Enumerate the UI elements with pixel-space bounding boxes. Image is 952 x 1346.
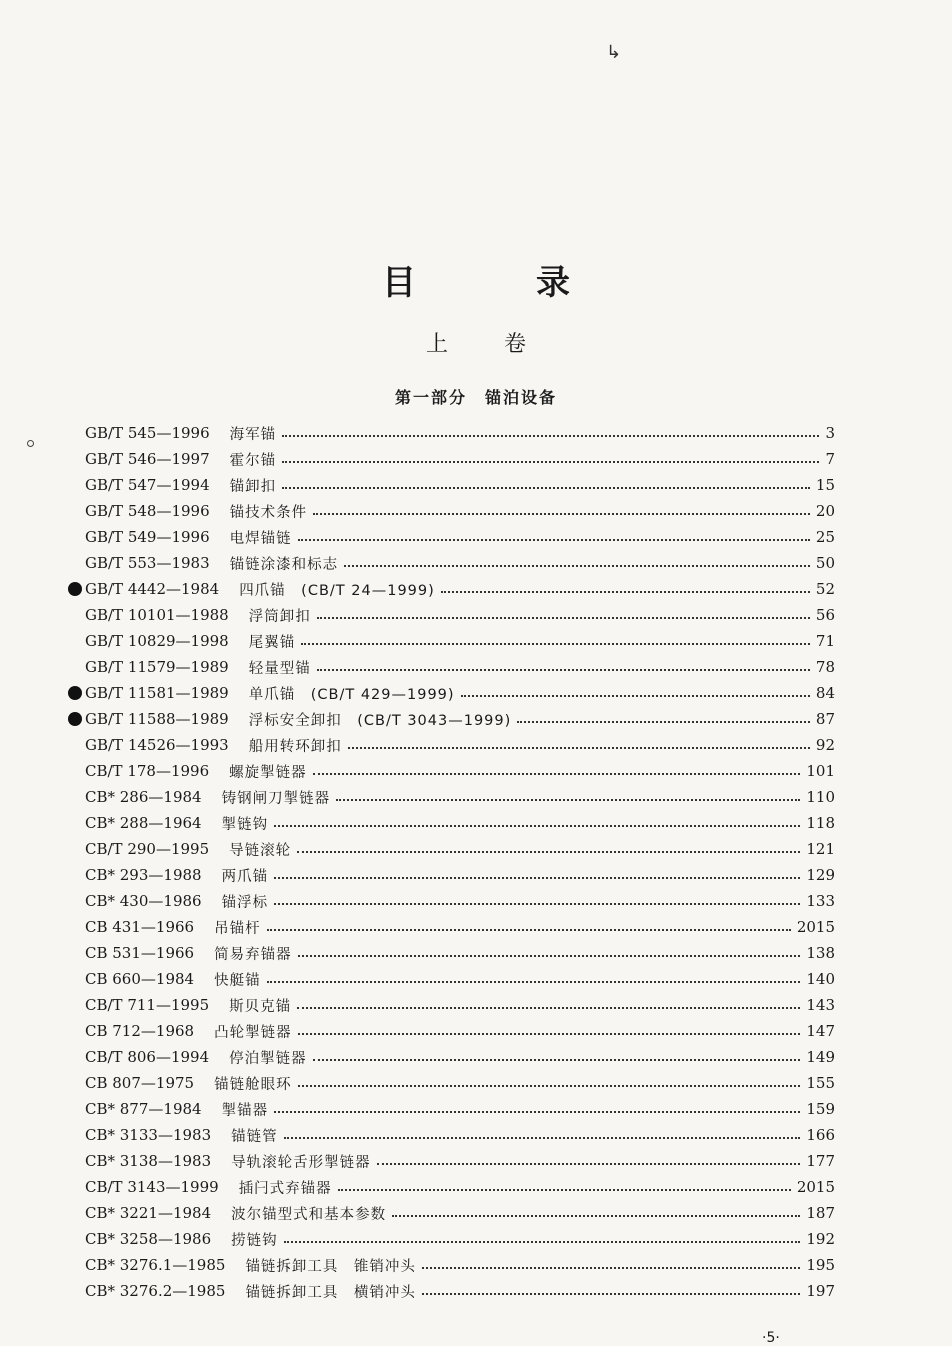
page-number: 3	[825, 424, 835, 442]
volume-right: 卷	[504, 332, 527, 357]
bullet-mark-icon	[68, 582, 82, 596]
standard-code: CB 531—1966	[85, 944, 195, 962]
dot-leader	[336, 789, 800, 801]
toc-entry	[85, 758, 835, 784]
dot-leader	[297, 841, 800, 853]
dot-leader	[274, 815, 800, 827]
toc-entry	[85, 1200, 835, 1226]
entry-title: 斯贝克锚	[229, 998, 292, 1015]
standard-code: GB/T 14526—1993	[85, 736, 229, 754]
toc-entry	[85, 1278, 835, 1304]
page-title	[0, 255, 952, 304]
standard-code: CB/T 711—1995	[85, 996, 210, 1014]
page-number: 138	[806, 944, 835, 962]
entry-title: 掣锚器	[221, 1102, 269, 1119]
standard-code: GB/T 553—1983	[85, 554, 210, 572]
page-number: 92	[815, 736, 835, 754]
dot-leader	[298, 945, 801, 957]
page-number: 166	[806, 1126, 835, 1144]
entry-title: 锚链拆卸工具 锥销冲头	[245, 1258, 416, 1275]
bullet-mark-icon	[68, 712, 82, 726]
dot-leader	[392, 1205, 800, 1217]
toc-entry	[85, 472, 835, 498]
title-left: 目	[382, 263, 416, 303]
toc-list	[85, 420, 835, 1304]
entry-title: 锚链管	[231, 1128, 278, 1145]
toc-entry	[85, 628, 835, 654]
standard-code: GB/T 11579—1989	[85, 658, 229, 676]
toc-entry	[85, 836, 835, 862]
standard-code: CB/T 178—1996	[85, 762, 210, 780]
page-number: 87	[815, 710, 835, 728]
entry-title: 船用转环卸扣	[248, 738, 342, 755]
toc-entry	[85, 1070, 835, 1096]
toc-entry	[85, 524, 835, 550]
standard-code: CB* 877—1984	[85, 1100, 202, 1118]
entry-title: 快艇锚	[214, 972, 261, 989]
dot-leader	[461, 685, 810, 697]
page-number: 52	[815, 580, 835, 598]
page-number: 177	[806, 1152, 835, 1170]
standard-code: GB/T 549—1996	[85, 528, 210, 546]
toc-entry	[85, 602, 835, 628]
toc-entry	[85, 654, 835, 680]
entry-title: 两爪锚	[221, 868, 269, 885]
standard-code: GB/T 11581—1989	[85, 684, 229, 702]
toc-entry	[85, 576, 835, 602]
toc-entry	[85, 1148, 835, 1174]
toc-entry	[85, 732, 835, 758]
entry-title: 波尔锚型式和基本参数	[231, 1206, 387, 1223]
page-number: 20	[815, 502, 835, 520]
page-number: 187	[806, 1204, 835, 1222]
page-number: 155	[806, 1074, 835, 1092]
page-number: 140	[806, 970, 835, 988]
page-number: 101	[806, 762, 835, 780]
standard-code: CB 712—1968	[85, 1022, 195, 1040]
dot-leader	[274, 893, 800, 905]
toc-entry	[85, 862, 835, 888]
bullet-mark-icon	[68, 686, 82, 700]
entry-title: 单爪锚 (CB/T 429—1999)	[248, 686, 455, 703]
standard-code: GB/T 548—1996	[85, 502, 210, 520]
dot-leader	[441, 581, 810, 593]
standard-code: GB/T 4442—1984	[85, 580, 220, 598]
dot-leader	[317, 607, 810, 619]
dot-leader	[274, 1101, 800, 1113]
scan-mark: ↳	[606, 42, 622, 63]
dot-leader	[284, 1231, 801, 1243]
dot-leader	[313, 1049, 801, 1061]
entry-title: 插闩式弃锚器	[238, 1180, 332, 1197]
standard-code: GB/T 11588—1989	[85, 710, 229, 728]
dot-leader	[301, 633, 810, 645]
page-number: 121	[806, 840, 835, 858]
volume-left: 上	[425, 332, 448, 357]
page-number: 2015	[796, 918, 835, 936]
dot-leader	[422, 1257, 800, 1269]
standard-code: CB* 430—1986	[85, 892, 202, 910]
dot-leader	[267, 919, 791, 931]
entry-title: 浮筒卸扣	[248, 608, 311, 625]
dot-leader	[313, 503, 810, 515]
toc-entry	[85, 810, 835, 836]
page-number: 25	[815, 528, 835, 546]
entry-title: 尾翼锚	[248, 634, 296, 651]
entry-title: 电焊锚链	[229, 530, 292, 547]
standard-code: CB 660—1984	[85, 970, 195, 988]
entry-title: 吊锚杆	[214, 920, 261, 937]
standard-code: CB 431—1966	[85, 918, 195, 936]
dot-leader	[317, 659, 810, 671]
toc-entry	[85, 550, 835, 576]
toc-entry	[85, 1252, 835, 1278]
toc-entry	[85, 992, 835, 1018]
page-number: 192	[806, 1230, 835, 1248]
toc-entry	[85, 1226, 835, 1252]
entry-title: 螺旋掣链器	[229, 764, 307, 781]
page-number: 147	[806, 1022, 835, 1040]
toc-entry	[85, 966, 835, 992]
toc-entry	[85, 914, 835, 940]
standard-code: CB* 3138—1983	[85, 1152, 212, 1170]
scan-dot	[27, 440, 34, 447]
entry-title: 霍尔锚	[229, 452, 277, 469]
entry-title: 掣链钩	[221, 816, 269, 833]
entry-title: 锚浮标	[221, 894, 269, 911]
toc-entry	[85, 420, 835, 446]
entry-title: 捞链钩	[231, 1232, 278, 1249]
page-number: 7	[825, 450, 835, 468]
page-number: 110	[806, 788, 835, 806]
standard-code: CB/T 290—1995	[85, 840, 210, 858]
dot-leader	[298, 1075, 801, 1087]
standard-code: GB/T 546—1997	[85, 450, 210, 468]
page-number: 71	[815, 632, 835, 650]
standard-code: CB* 3276.2—1985	[85, 1282, 226, 1300]
page-number: 84	[815, 684, 835, 702]
dot-leader	[282, 477, 810, 489]
entry-title: 锚链拆卸工具 横销冲头	[245, 1284, 416, 1301]
dot-leader	[297, 997, 800, 1009]
dot-leader	[298, 1023, 801, 1035]
standard-code: GB/T 10829—1998	[85, 632, 229, 650]
standard-code: GB/T 10101—1988	[85, 606, 229, 624]
page-number: 195	[806, 1256, 835, 1274]
standard-code: CB* 3221—1984	[85, 1204, 212, 1222]
entry-title: 四爪锚 (CB/T 24—1999)	[239, 582, 435, 599]
toc-entry	[85, 498, 835, 524]
dot-leader	[284, 1127, 801, 1139]
dot-leader	[338, 1179, 791, 1191]
dot-leader	[348, 737, 810, 749]
entry-title: 浮标安全卸扣 (CB/T 3043—1999)	[248, 712, 512, 729]
page-number: 78	[815, 658, 835, 676]
entry-title: 停泊掣链器	[229, 1050, 307, 1067]
entry-title: 锚技术条件	[229, 504, 308, 521]
standard-code: CB* 288—1964	[85, 814, 202, 832]
dot-leader	[282, 425, 819, 437]
toc-entry	[85, 706, 835, 732]
entry-title: 锚卸扣	[229, 478, 277, 495]
page-number: 56	[815, 606, 835, 624]
standard-code: CB/T 3143—1999	[85, 1178, 219, 1196]
standard-code: CB* 3258—1986	[85, 1230, 212, 1248]
page-number: 118	[806, 814, 835, 832]
standard-code: CB 807—1975	[85, 1074, 195, 1092]
entry-title: 导轨滚轮舌形掣链器	[231, 1154, 371, 1171]
toc-entry	[85, 1174, 835, 1200]
dot-leader	[282, 451, 819, 463]
page-number: 2015	[796, 1178, 835, 1196]
standard-code: CB* 293—1988	[85, 866, 202, 884]
dot-leader	[298, 529, 810, 541]
page-number: 129	[806, 866, 835, 884]
dot-leader	[267, 971, 801, 983]
dot-leader	[422, 1283, 800, 1295]
toc-entry	[85, 1044, 835, 1070]
entry-title: 海军锚	[229, 426, 277, 443]
toc-entry	[85, 1096, 835, 1122]
entry-title: 导链滚轮	[229, 842, 292, 859]
page-number: 133	[806, 892, 835, 910]
dot-leader	[274, 867, 800, 879]
standard-code: CB* 286—1984	[85, 788, 202, 806]
entry-title: 凸轮掣链器	[214, 1024, 292, 1041]
page-footer: ·5·	[762, 1330, 780, 1346]
entry-title: 铸钢闸刀掣链器	[221, 790, 331, 807]
toc-entry	[85, 1122, 835, 1148]
dot-leader	[344, 555, 810, 567]
toc-entry	[85, 1018, 835, 1044]
entry-title: 锚链舱眼环	[214, 1076, 292, 1093]
toc-entry	[85, 446, 835, 472]
entry-title: 轻量型锚	[248, 660, 311, 677]
page-number: 50	[815, 554, 835, 572]
toc-entry	[85, 888, 835, 914]
page-number: 149	[806, 1048, 835, 1066]
dot-leader	[377, 1153, 801, 1165]
toc-entry	[85, 940, 835, 966]
dot-leader	[313, 763, 801, 775]
standard-code: CB* 3133—1983	[85, 1126, 212, 1144]
page-number: 197	[806, 1282, 835, 1300]
standard-code: CB* 3276.1—1985	[85, 1256, 226, 1274]
page-number: 143	[806, 996, 835, 1014]
toc-entry	[85, 680, 835, 706]
section-title: 第一部分 锚泊设备	[394, 388, 557, 407]
dot-leader	[517, 711, 810, 723]
entry-title: 简易弃锚器	[214, 946, 292, 963]
entry-title: 锚链涂漆和标志	[229, 556, 339, 573]
page-number: 159	[806, 1100, 835, 1118]
page-number: 15	[815, 476, 835, 494]
volume-title	[0, 327, 952, 358]
toc-entry	[85, 784, 835, 810]
standard-code: GB/T 547—1994	[85, 476, 210, 494]
standard-code: CB/T 806—1994	[85, 1048, 210, 1066]
standard-code: GB/T 545—1996	[85, 424, 210, 442]
title-right: 录	[536, 263, 570, 303]
